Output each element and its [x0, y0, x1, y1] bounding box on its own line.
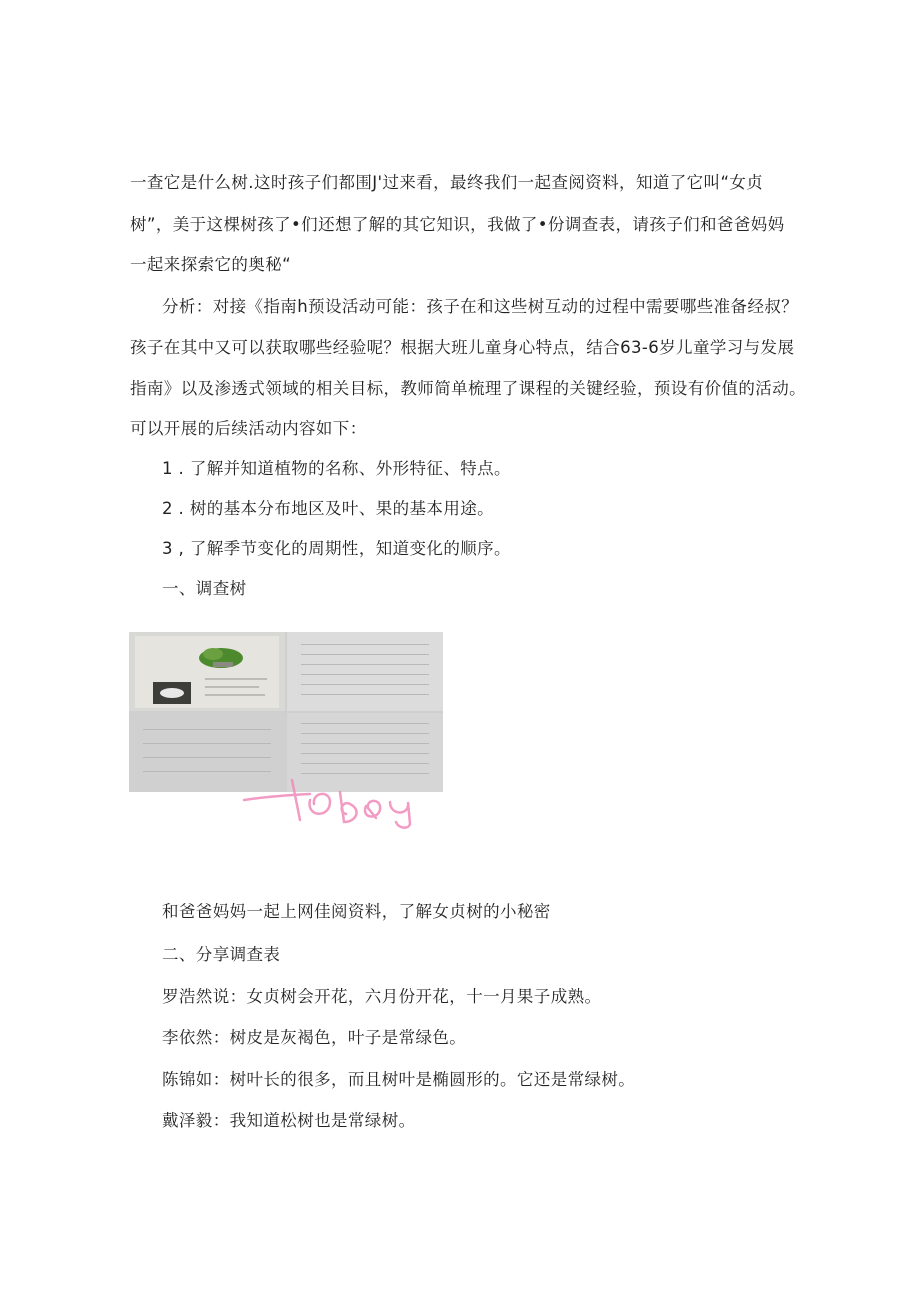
child-quote: 陈锦如：树叶长的很多，而且树叶是椭圆形的。它还是常绿树。 — [162, 1070, 636, 1089]
list-item: 3 , 了解季节变化的周期性，知道变化的顺序。 — [162, 539, 511, 558]
paragraph-analysis-line-4: 可以开展的后续活动内容如下： — [130, 419, 367, 438]
paragraph-intro-line-1: 一查它是什么树.这时孩子们都围J'过来看，最终我们一起查阅资料，知道了它叫“女贞 — [130, 173, 764, 192]
section-heading-share: 二、分享调查表 — [162, 945, 281, 964]
list-item: 2 . 树的基本分布地区及叶、果的基本用途。 — [162, 499, 495, 518]
child-quote: 戴泽毅：我知道松树也是常绿树。 — [162, 1111, 416, 1130]
list-item: 1 . 了解并知道植物的名称、外形特征、特点。 — [162, 459, 511, 478]
survey-photo-collage — [129, 632, 443, 792]
paragraph-intro-line-2: 树”，美于这棵树孩了•们还想了解的其它知识，我做了•份调查表，请孩子们和爸爸妈妈 — [130, 215, 785, 234]
survey-photo-2 — [287, 632, 443, 711]
paragraph-analysis-line-1: 分析：对接《指南h预设活动可能：孩子在和这些树互动的过程中需要哪些准备经叔？ — [162, 297, 799, 316]
child-quote: 李依然：树皮是灰褐色，叶子是常绿色。 — [162, 1028, 467, 1047]
child-quote: 罗浩然说：女贞树会开花，六月份开花，十一月果子成熟。 — [162, 987, 602, 1006]
today-handwritten-watermark — [240, 770, 450, 830]
paragraph-analysis-line-3: 指南》以及渗透式领域的相关目标，教师简单梳理了课程的关键经验，预设有价值的活动。 — [130, 379, 806, 398]
survey-sheet-with-leaf-photos — [129, 632, 285, 711]
survey-photo-1 — [129, 632, 285, 711]
photo-caption: 和爸爸妈妈一起上网佳阅资料，了解女贞树的小秘密 — [162, 902, 551, 921]
section-heading-survey: 一、调查树 — [162, 579, 247, 598]
paragraph-analysis-line-2: 孩子在其中又可以获取哪些经验呢？根据大班儿童身心特点，结合63-6岁儿童学习与发展 — [130, 338, 795, 357]
paragraph-intro-line-3: 一起来探索它的奥秘“ — [130, 255, 292, 274]
